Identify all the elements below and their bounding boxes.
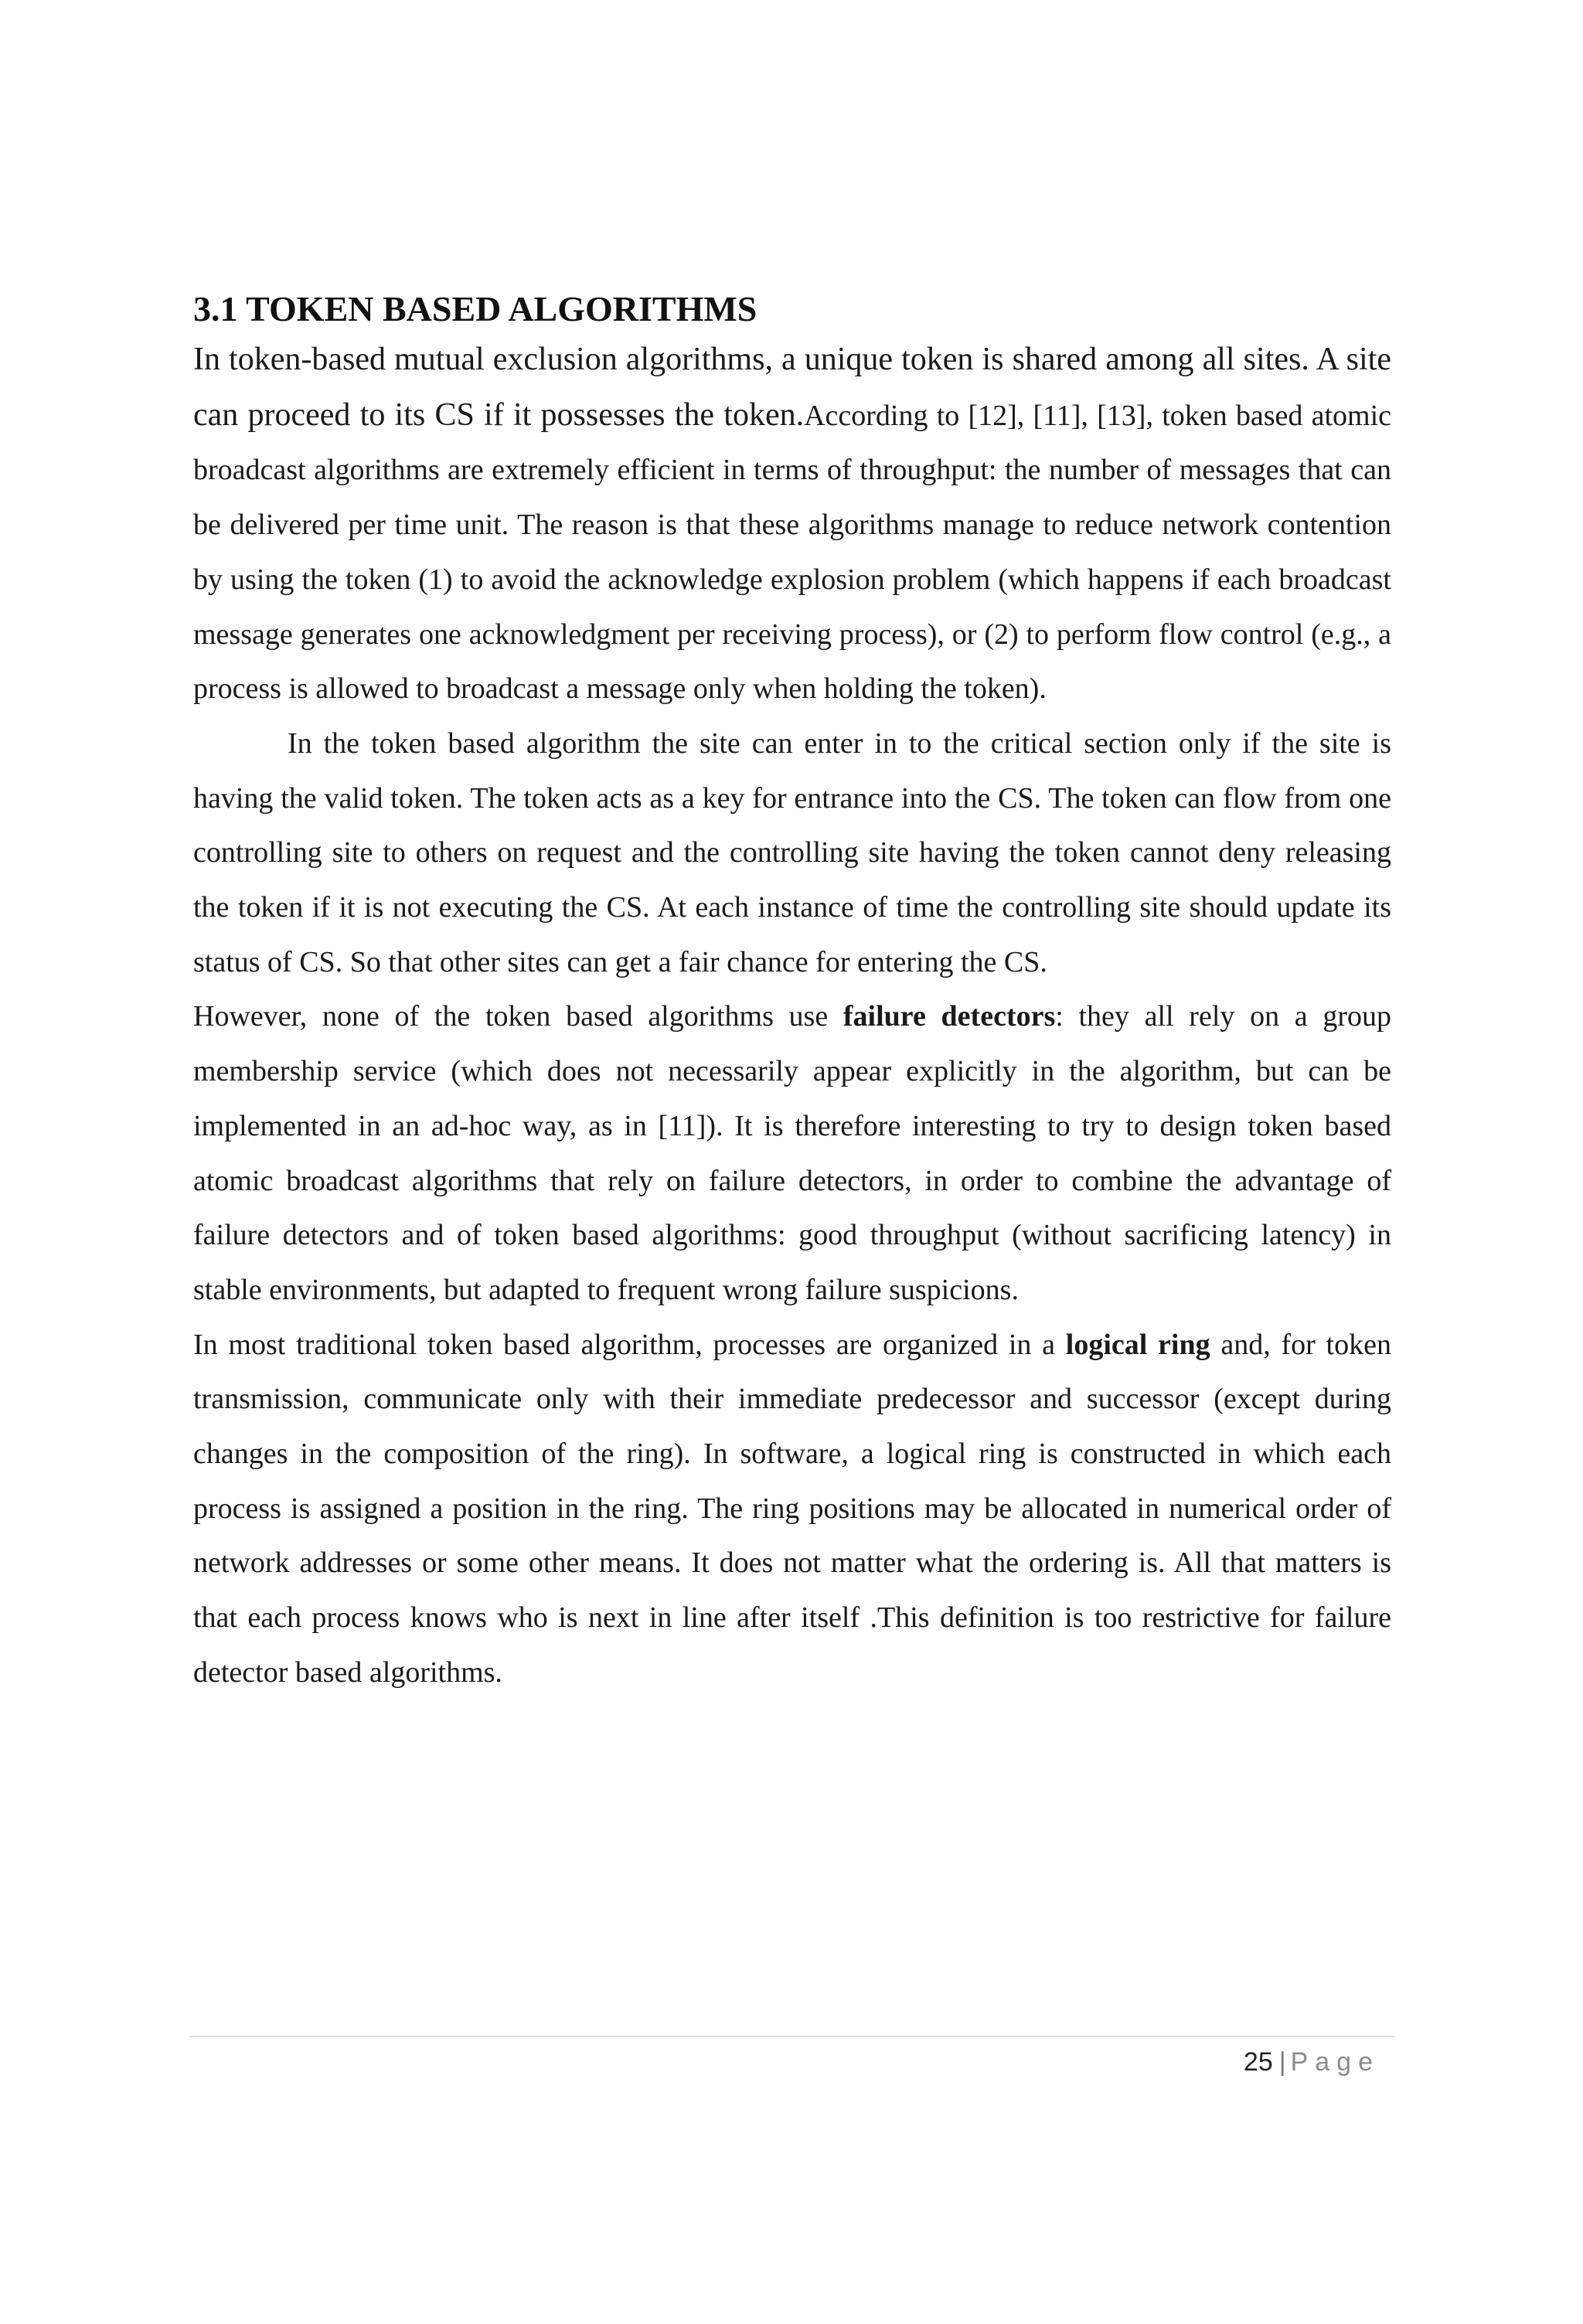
paragraph-token-site: In the token based algorithm the site can enter in to the critical section only if the site is having the valid token. The token acts as a key for entrance into the CS. The token can flow from one controlling site to others on request and the controlling site having the token cannot deny releasing the token if it is not executing the CS. At each instance of time the controlling site should update its status of CS. So that other sites can get a fair chance for entering the CS.: [193, 726, 1391, 978]
term-logical-ring: logical ring: [1065, 1328, 1210, 1361]
page-body: [193, 286, 1391, 1700]
page-number: 25: [1243, 2047, 1273, 2077]
paragraph-logical-ring-start: In most traditional token based algorithm, processes are organized in a: [193, 1328, 1066, 1361]
paragraph-failure-detectors: [193, 989, 1391, 1317]
footer-separator: |: [1278, 2047, 1286, 2077]
term-failure-detectors: failure detectors: [843, 1000, 1056, 1033]
page-label: Page: [1290, 2047, 1380, 2077]
paragraph-intro: [193, 332, 1391, 716]
paragraph-failure-detectors-start: However, none of the token based algorithms use: [193, 1000, 843, 1033]
paragraph-logical-ring-end: and, for token transmission, communicate only with their immediate predecessor and successor (except during changes in the composition of the ring). In software, a logical ring is constructed in which each process is assigned a position in the ring. The ring positions may be allocated in numerical order of network addresses or some other means. It does not matter what the ordering is. All that matters is that each process knows who is next in line after itself .This definition is too restrictive for failure detector based algorithms.: [193, 1328, 1391, 1689]
page-footer: [1244, 2044, 1380, 2080]
paragraph-logical-ring: [193, 1318, 1391, 1700]
section-heading: 3.1 TOKEN BASED ALGORITHMS: [193, 289, 757, 328]
paragraph-intro-rest: According to [12], [11], [13], token based atomic broadcast algorithms are extremely efficient in terms of throughput: the number of messages that can be delivered per time unit. The reason is that these algorithms manage to reduce network contention by using the token (1) to avoid the acknowledge explosion problem (which happens if each broadcast message generates one acknowledgment per receiving process), or (2) to perform flow control (e.g., a process is allowed to broadcast a message only when holding the token).: [193, 399, 1391, 706]
footer-divider: [189, 2036, 1395, 2037]
paragraph-intro-lead: In token-based mutual exclusion algorithms, a unique token is shared among all sites. A site can proceed to its CS if it possesses the token.: [193, 342, 1391, 433]
paragraph-failure-detectors-end: : they all rely on a group membership service (which does not necessarily appear explicitly in the algorithm, but can be implemented in an ad-hoc way, as in [11]). It is therefore interesting to try to design token based atomic broadcast algorithms that rely on failure detectors, in order to combine the advantage of failure detectors and of token based algorithms: good throughput (without sacrificing latency) in stable environments, but adapted to frequent wrong failure suspicions.: [193, 1000, 1391, 1306]
